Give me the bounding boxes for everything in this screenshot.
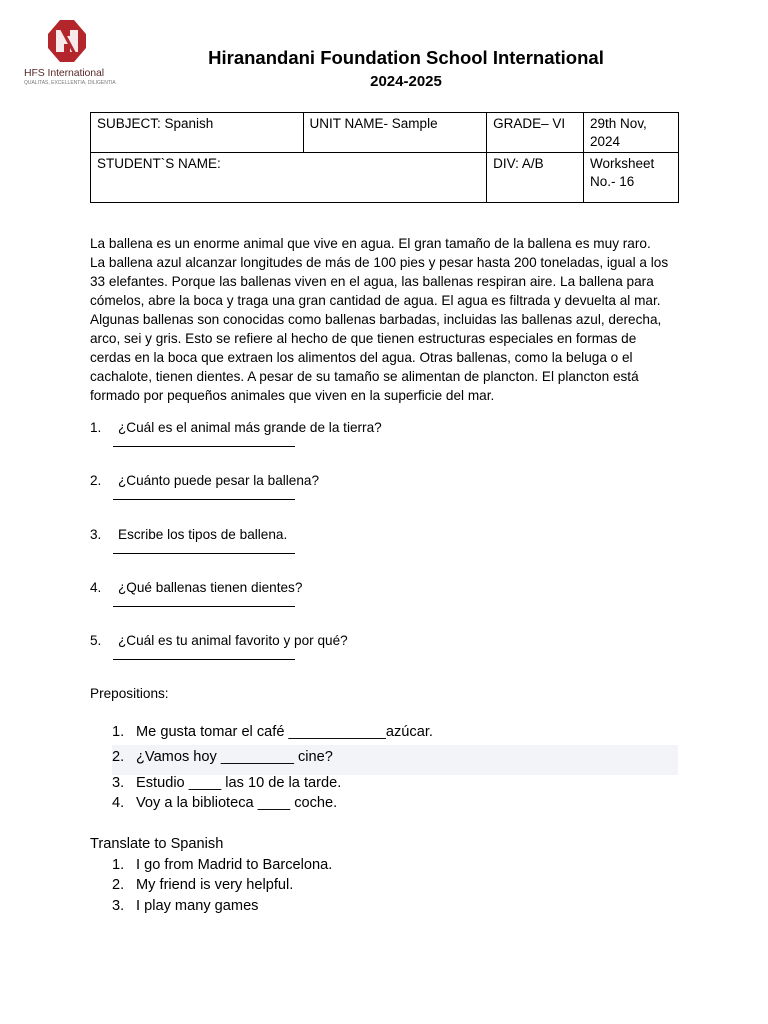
- question-text: ¿Qué ballenas tienen dientes?: [118, 580, 303, 595]
- student-name-cell: STUDENT`S NAME:: [91, 153, 487, 203]
- question-text: Escribe los tipos de ballena.: [118, 527, 288, 542]
- question-number: 5.: [90, 633, 102, 648]
- translate-item: [112, 898, 258, 914]
- question-text: ¿Cuánto puede pesar la ballena?: [118, 473, 320, 488]
- question-number: 2.: [90, 473, 102, 488]
- preposition-item: [112, 775, 341, 791]
- logo-name: HFS International: [24, 67, 105, 79]
- question-number: 1.: [90, 420, 102, 435]
- logo-tagline: QUALITAS, EXCELLENTIA, DILIGENTIA: [24, 80, 116, 86]
- question-number: 4.: [90, 580, 102, 595]
- preposition-item: [112, 749, 333, 765]
- answer-line[interactable]: [113, 553, 295, 554]
- passage-line: cerdas en la boca que extraen los alimentos del agua. Otras ballenas, como la beluga o el: [90, 350, 633, 365]
- answer-line[interactable]: [113, 659, 295, 660]
- item-number: 2.: [112, 877, 125, 893]
- item-number: 1.: [112, 857, 125, 873]
- question-number: 3.: [90, 527, 102, 542]
- answer-line[interactable]: [113, 499, 295, 500]
- passage-line: La ballena azul alcanzar longitudes de más de 100 pies y pesar hasta 200 toneladas, igual a los: [90, 255, 669, 270]
- subject-cell: SUBJECT: Spanish: [91, 113, 304, 153]
- question-text: ¿Cuál es tu animal favorito y por qué?: [118, 633, 348, 648]
- date-line-1: 29th Nov,: [590, 116, 647, 131]
- school-logo: [24, 18, 116, 86]
- item-number: 3.: [112, 898, 125, 914]
- answer-line[interactable]: [113, 446, 295, 447]
- date-cell: [584, 113, 679, 153]
- academic-year: 2024-2025: [370, 73, 442, 90]
- preposition-item: [112, 795, 337, 811]
- hfs-emblem-icon: [46, 18, 88, 64]
- item-number: 1.: [112, 724, 125, 740]
- answer-line[interactable]: [113, 606, 295, 607]
- worksheet-line-1: Worksheet: [590, 156, 655, 171]
- div-cell: DIV: A/B: [487, 153, 584, 203]
- item-text: My friend is very helpful.: [136, 877, 294, 893]
- passage-line: cómelos, abre la boca y traga una gran cantidad de agua. El agua es filtrada y devuelta al mar.: [90, 293, 661, 308]
- item-text: Me gusta tomar el café ____________azúcar.: [136, 724, 433, 740]
- item-text: ¿Vamos hoy _________ cine?: [136, 749, 333, 765]
- question-text: ¿Cuál es el animal más grande de la tierra?: [118, 420, 382, 435]
- date-line-2: 2024: [590, 133, 621, 149]
- translate-item: [112, 877, 293, 893]
- unit-name-cell: UNIT NAME- Sample: [303, 113, 487, 153]
- translate-item: [112, 857, 332, 873]
- item-text: I play many games: [136, 898, 259, 914]
- passage-line: Algunas ballenas son conocidas como ballenas barbadas, incluidas las ballenas azul, derecha,: [90, 312, 662, 327]
- passage-line: cachalote, tienen dientes. A pesar de su tamaño se alimentan de plancton. El plancton está: [90, 369, 639, 384]
- item-number: 2.: [112, 749, 125, 765]
- item-text: Estudio ____ las 10 de la tarde.: [136, 775, 342, 791]
- passage-line: La ballena es un enorme animal que vive en agua. El gran tamaño de la ballena es muy raro.: [90, 236, 651, 251]
- passage-line: formado por pequeños animales que viven en la superficie del mar.: [90, 388, 495, 403]
- item-text: I go from Madrid to Barcelona.: [136, 857, 333, 873]
- item-text: Voy a la biblioteca ____ coche.: [136, 795, 338, 811]
- grade-cell: GRADE– VI: [487, 113, 584, 153]
- reading-passage: [90, 234, 690, 405]
- passage-line: 33 elefantes. Porque las ballenas viven en el agua, las ballenas respiran aire. La ballena para: [90, 274, 654, 289]
- worksheet-cell: [584, 153, 679, 203]
- item-number: 3.: [112, 775, 125, 791]
- translate-heading: Translate to Spanish: [90, 836, 224, 852]
- prepositions-heading: Prepositions:: [90, 686, 169, 701]
- preposition-item: [112, 724, 433, 740]
- passage-line: arco, sei y gris. Esto se refiere al hecho de que tienen estructuras especiales en formas de: [90, 331, 637, 346]
- info-table: [90, 112, 679, 203]
- school-title: Hiranandani Foundation School International: [208, 47, 604, 68]
- worksheet-line-2: No.- 16: [590, 173, 635, 189]
- item-number: 4.: [112, 795, 125, 811]
